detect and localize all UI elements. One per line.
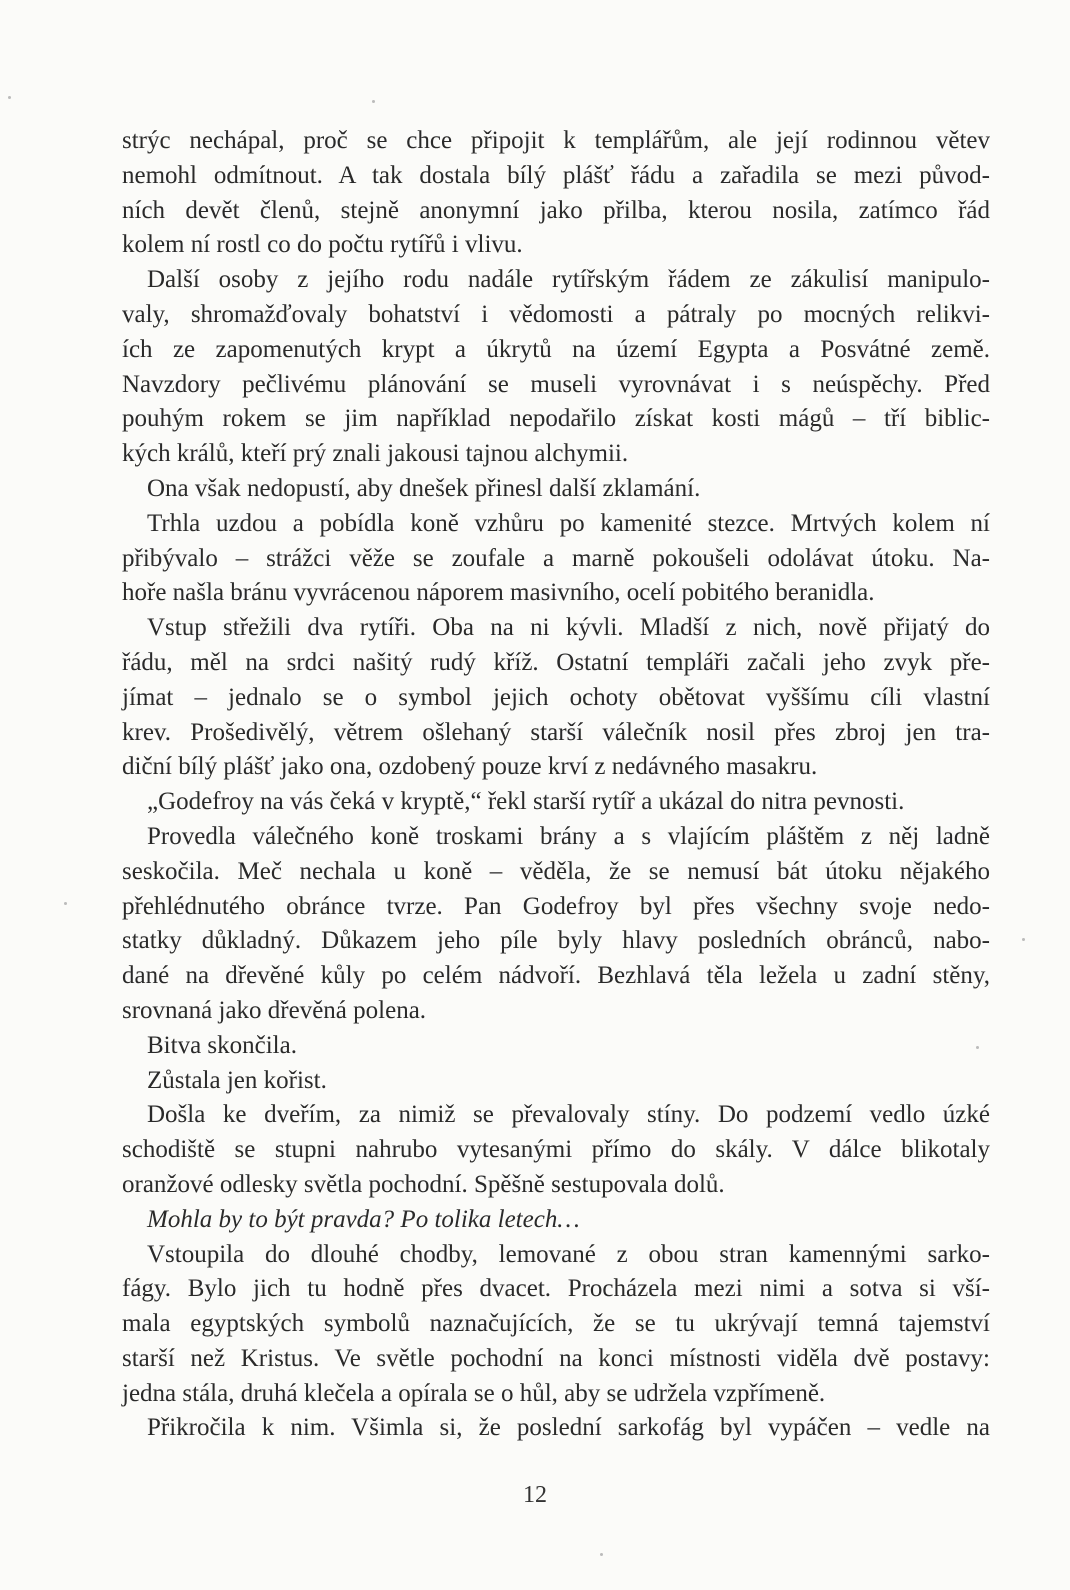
paragraph xyxy=(122,1203,990,1238)
text-line: Mohla by to být pravda? Po tolika letech… xyxy=(147,1205,580,1233)
text-line: krev. Prošedivělý, větrem ošlehaný starší válečník nosil přes zbroj jen tra- xyxy=(122,718,990,746)
text-line: starší než Kristus. Ve světle pochodní na konci místnosti viděla dvě postavy: xyxy=(122,1344,990,1372)
text-line: statky důkladný. Důkazem jeho píle byly hlavy posledních obránců, nabo- xyxy=(122,927,990,955)
paragraph xyxy=(122,820,990,1029)
paragraph xyxy=(122,472,990,507)
text-line: ních devět členů, stejně anonymní jako přilba, kterou nosila, zatímco řád xyxy=(122,196,990,224)
text-line: Trhla uzdou a pobídla koně vzhůru po kamenité stezce. Mrtvých kolem ní xyxy=(147,509,990,537)
scan-speck xyxy=(600,1553,603,1556)
text-line: řádu, měl na srdci našitý rudý kříž. Ostatní templáři začali jeho zvyk pře- xyxy=(122,648,990,676)
text-line: Vstup střežili dva rytíři. Oba na ni kývli. Mladší z nich, nově přijatý do xyxy=(147,614,990,642)
paragraph xyxy=(122,124,990,263)
text-line: pouhým rokem se jim například nepodařilo získat kosti mágů – tří biblic- xyxy=(122,405,990,433)
paragraph xyxy=(122,785,990,820)
text-line: oranžové odlesky světla pochodní. Spěšně sestupovala dolů. xyxy=(122,1170,725,1198)
page-number: 12 xyxy=(523,1482,547,1508)
text-line: srovnaná jako dřevěná polena. xyxy=(122,996,427,1024)
text-line: Vstoupila do dlouhé chodby, lemované z obou stran kamennými sarko- xyxy=(147,1240,990,1268)
text-line: diční bílý plášť jako ona, ozdobený pouze krví z nedávného masakru. xyxy=(122,753,818,781)
text-line: Další osoby z jejího rodu nadále rytířským řádem ze zákulisí manipulo- xyxy=(147,266,990,294)
text-line: Ona však nedopustí, aby dnešek přinesl další zklamání. xyxy=(147,474,701,502)
text-line: přehlédnutého obránce tvrze. Pan Godefroy byl přes všechny svoje nedo- xyxy=(122,892,990,920)
body-text xyxy=(122,124,990,1446)
scan-speck xyxy=(372,100,375,103)
text-line: kolem ní rostl co do počtu rytířů i vlivu. xyxy=(122,231,523,259)
text-line: jedna stála, druhá klečela a opírala se o hůl, aby se udržela vzpřímeně. xyxy=(122,1379,826,1407)
paragraph xyxy=(122,1029,990,1064)
paragraph xyxy=(122,1064,990,1099)
text-line: mala egyptských symbolů naznačujících, že se tu ukrývají temná tajemství xyxy=(122,1310,990,1338)
text-line: nemohl odmítnout. A tak dostala bílý plášť řádu a zařadila se mezi původ- xyxy=(122,161,990,189)
text-line: Provedla válečného koně troskami brány a s vlajícím pláštěm z něj ladně xyxy=(147,822,990,850)
text-line: Bitva skončila. xyxy=(147,1031,297,1059)
paragraph xyxy=(122,611,990,785)
text-line: dané na dřevěné kůly po celém nádvoří. Bezhlavá těla ležela u zadní stěny, xyxy=(122,962,990,990)
paragraph xyxy=(122,1098,990,1202)
text-line: přibývalo – strážci věže se zoufale a marně pokoušeli odolávat útoku. Na- xyxy=(122,544,990,572)
scan-speck xyxy=(1022,938,1025,941)
text-line: Došla ke dveřím, za nimiž se převalovaly stíny. Do podzemí vedlo úzké xyxy=(147,1101,990,1129)
text-line: strýc nechápal, proč se chce připojit k templářům, ale její rodinnou větev xyxy=(122,127,990,154)
scan-speck xyxy=(976,1046,979,1049)
text-line: fágy. Bylo jich tu hodně přes dvacet. Procházela mezi nimi a sotva si vší- xyxy=(122,1275,990,1303)
text-line: valy, shromažďovaly bohatství i vědomosti a pátraly po mocných relikvi- xyxy=(122,300,990,328)
text-line: ích ze zapomenutých krypt a úkrytů na území Egypta a Posvátné země. xyxy=(122,335,990,363)
text-line: Zůstala jen kořist. xyxy=(147,1066,327,1094)
text-line: Přikročila k nim. Všimla si, že poslední sarkofág byl vypáčen – vedle na xyxy=(147,1414,990,1442)
text-line: jímat – jednalo se o symbol jejich ochoty obětovat vyššímu cíli vlastní xyxy=(122,683,990,711)
text-line: Navzdory pečlivému plánování se museli vyrovnávat i s neúspěchy. Před xyxy=(122,370,990,398)
paragraph xyxy=(122,1238,990,1412)
text-line: schodiště se stupni nahrubo vytesanými přímo do skály. V dálce blikotaly xyxy=(122,1136,990,1164)
text-line: seskočila. Meč nechala u koně – věděla, že se nemusí bát útoku nějakého xyxy=(122,857,990,885)
paragraph xyxy=(122,1411,990,1446)
text-line: kých králů, kteří prý znali jakousi tajnou alchymii. xyxy=(122,440,629,468)
scan-speck xyxy=(8,96,11,99)
text-line: hoře našla bránu vyvrácenou náporem masivního, ocelí pobitého beranidla. xyxy=(122,579,875,607)
paragraph xyxy=(122,507,990,611)
text-line: „Godefroy na vás čeká v kryptě,“ řekl starší rytíř a ukázal do nitra pevnosti. xyxy=(147,788,905,816)
paragraph xyxy=(122,263,990,472)
scan-speck xyxy=(64,902,67,905)
